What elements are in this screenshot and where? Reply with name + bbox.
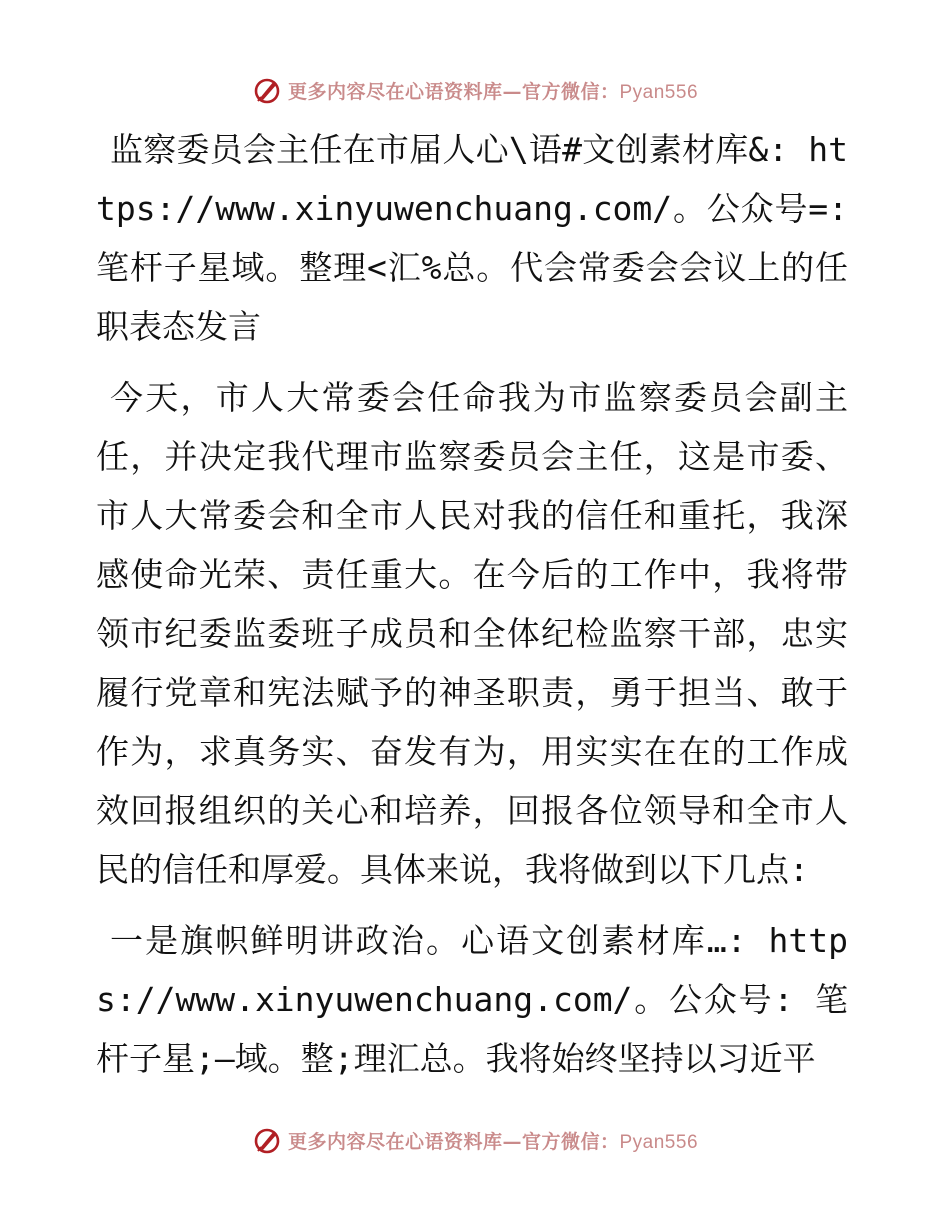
footer-banner — [0, 1120, 950, 1160]
banner-dash: — — [502, 1130, 522, 1153]
banner-wechat-id: Pyan556 — [619, 1131, 699, 1153]
paragraph-point-one: 一是旗帜鲜明讲政治。心语文创素材库…: https://www.xinyuwenchuang.com/。公众号: 笔杆子星;—域。整;理汇总。我将始终坚持以习近平 — [96, 921, 848, 1078]
banner-wechat-label: 官方微信： — [521, 80, 620, 103]
header-banner — [0, 70, 950, 110]
banner-main-text: 更多内容尽在心语资料库 — [287, 80, 503, 103]
document-body — [96, 120, 848, 1100]
quill-pen-logo-icon — [252, 75, 282, 105]
paragraph-title: 监察委员会主任在市届人心\语#文创素材库&: https://www.xinyuwenchuang.com/。公众号=: 笔杆子星域。整理<汇%总。代会常委会会议上的任职表态发言 — [96, 130, 848, 346]
banner-main-text: 更多内容尽在心语资料库 — [287, 1130, 503, 1153]
quill-pen-logo-icon — [252, 1125, 282, 1155]
paragraph-intro: 今天，市人大常委会任命我为市监察委员会副主任，并决定我代理市监察委员会主任，这是市委、市人大常委会和全市人民对我的信任和重托，我深感使命光荣、责任重大。在今后的工作中，我将带领市纪委监委班子成员和全体纪检监察干部，忠实履行党章和宪法赋予的神圣职责，勇于担当、敢于作为，求真务实、奋发有为，用实实在在的工作成效回报组织的关心和培养，回报各位领导和全市人民的信任和厚爱。具体来说，我将做到以下几点: — [96, 378, 848, 889]
banner-text — [288, 77, 698, 104]
banner-wechat-id: Pyan556 — [619, 81, 699, 103]
banner-dash: — — [502, 80, 522, 103]
banner-wechat-label: 官方微信： — [521, 1130, 620, 1153]
banner-text — [288, 1127, 698, 1154]
